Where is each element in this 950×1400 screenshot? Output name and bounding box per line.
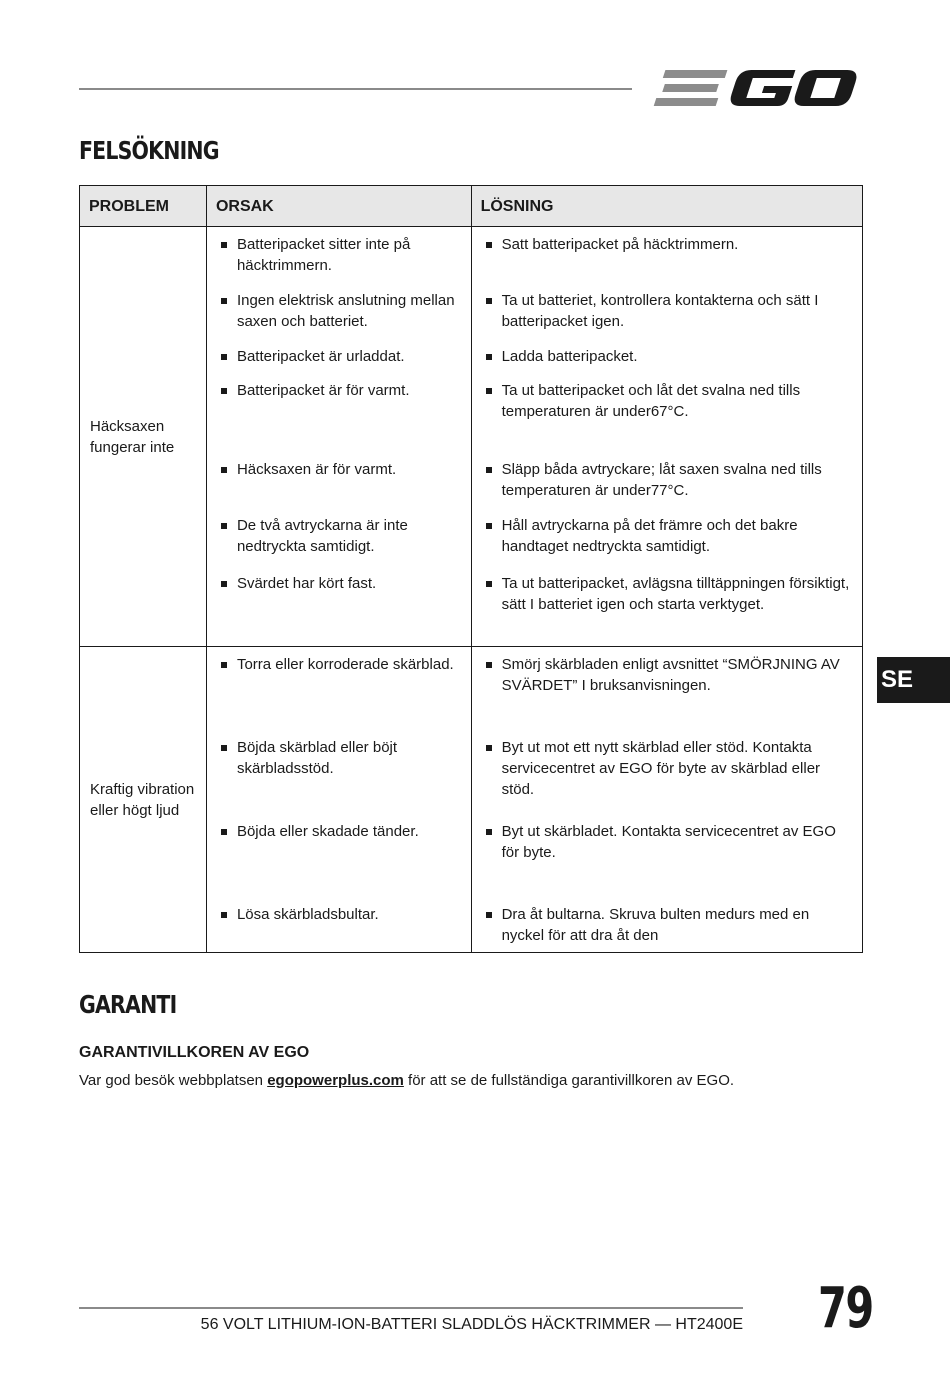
list-item: Ta ut batteripacket, avlägsna tilltäppningen försiktigt, sätt I batteriet igen och starta verktyget. — [482, 573, 854, 615]
list-item: Böjda skärblad eller böjt skärbladsstöd. — [217, 737, 461, 779]
header-rule — [79, 88, 632, 90]
list-item: Håll avtryckarna på det främre och det bakre handtaget nedtryckta samtidigt. — [482, 515, 854, 557]
list-item: Dra åt bultarna. Skruva bulten medurs med en nyckel för att dra åt den — [482, 904, 854, 946]
warranty-text-after: för att se de fullständiga garantivillkoren av EGO. — [403, 1072, 735, 1089]
problem-cell: Häcksaxen fungerar inte — [80, 227, 207, 647]
troubleshooting-title: FELSÖKNING — [79, 136, 219, 165]
troubleshooting-table — [79, 185, 863, 953]
list-item: Batteripacket är urladdat. — [217, 346, 461, 367]
ego-logo — [650, 62, 862, 114]
table-row — [80, 647, 863, 953]
table-row — [80, 227, 863, 647]
list-item: Batteripacket är för varmt. — [217, 380, 461, 401]
list-item: Torra eller korroderade skärblad. — [217, 654, 461, 675]
list-item: Batteripacket sitter inte på häcktrimmern. — [217, 234, 461, 276]
website-link[interactable]: egopowerplus.com — [267, 1072, 404, 1089]
page-number: 79 — [818, 1276, 873, 1341]
list-item: Böjda eller skadade tänder. — [217, 821, 461, 842]
list-item: Satt batteripacket på häcktrimmern. — [482, 234, 854, 255]
warranty-heading: GARANTIVILLKOREN AV EGO — [79, 1044, 310, 1061]
solution-cell — [471, 227, 862, 647]
list-item: Lösa skärbladsbultar. — [217, 904, 461, 925]
problem-cell: Kraftig vibration eller högt ljud — [80, 647, 207, 953]
footer-rule — [79, 1307, 743, 1309]
warranty-text — [79, 1072, 734, 1089]
warranty-text-before: Var god besök webbplatsen — [79, 1072, 268, 1089]
column-header-problem: PROBLEM — [80, 186, 207, 227]
cause-cell — [206, 227, 471, 647]
list-item: Svärdet har kört fast. — [217, 573, 461, 594]
column-header-cause: ORSAK — [206, 186, 471, 227]
list-item: Ta ut batteripacket och låt det svalna ned tills temperaturen är under67°C. — [482, 380, 854, 422]
solution-cell — [471, 647, 862, 953]
list-item: Smörj skärbladen enligt avsnittet “SMÖRJNING AV SVÄRDET” I bruksanvisningen. — [482, 654, 854, 696]
column-header-solution: LÖSNING — [471, 186, 862, 227]
language-tab: SE — [877, 657, 950, 703]
list-item: Släpp båda avtryckare; låt saxen svalna ned tills temperaturen är under77°C. — [482, 459, 854, 501]
list-item: Byt ut skärbladet. Kontakta servicecentret av EGO för byte. — [482, 821, 854, 863]
list-item: De två avtryckarna är inte nedtryckta samtidigt. — [217, 515, 461, 557]
list-item: Byt ut mot ett nytt skärblad eller stöd. Kontakta servicecentret av EGO för byte av skärblad eller stöd. — [482, 737, 854, 800]
list-item: Ta ut batteriet, kontrollera kontakterna och sätt I batteripacket igen. — [482, 290, 854, 332]
warranty-title: GARANTI — [79, 990, 177, 1019]
cause-cell — [206, 647, 471, 953]
list-item: Häcksaxen är för varmt. — [217, 459, 461, 480]
list-item: Ingen elektrisk anslutning mellan saxen och batteriet. — [217, 290, 461, 332]
table-header-row — [80, 186, 863, 227]
list-item: Ladda batteripacket. — [482, 346, 854, 367]
footer-product-title: 56 VOLT LITHIUM-ION-BATTERI SLADDLÖS HÄCKTRIMMER — HT2400E — [200, 1316, 743, 1333]
